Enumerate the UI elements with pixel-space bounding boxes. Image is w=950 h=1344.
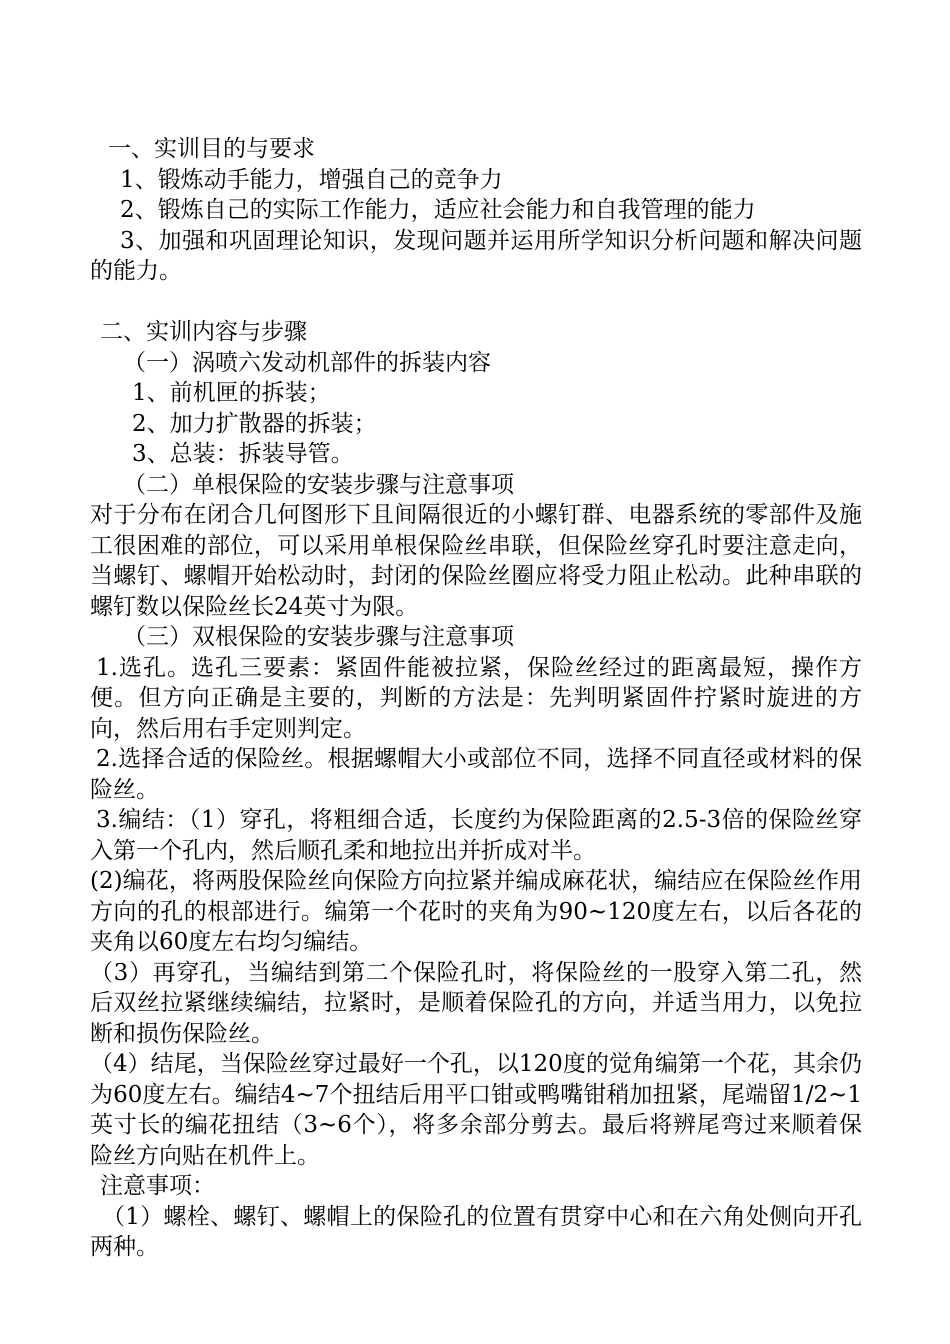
paragraph: （1）螺栓、螺钉、螺帽上的保险孔的位置有贯穿中心和在六角处侧向开孔两种。: [90, 1203, 862, 1260]
blank-line: [90, 287, 862, 318]
paragraph: 注意事项：: [100, 1173, 215, 1199]
document-body: [90, 134, 862, 1263]
paragraph: (2)编花，将两股保险丝向保险方向拉紧并编成麻花状，编结应在保险丝作用方向的孔的根部进行。编第一个花时的夹角为90~120度左右，以后各花的夹角以60度左右均匀编结。: [90, 868, 862, 955]
paragraph: 1.选孔。选孔三要素：紧固件能被拉紧，保险丝经过的距离最短，操作方便。但方向正确是主要的，判断的方法是：先判明紧固件拧紧时旋进的方向，然后用右手定则判定。: [90, 654, 862, 742]
paragraph: （3）再穿孔，当编结到第二个保险孔时，将保险丝的一股穿入第二孔，然后双丝拉紧继续编结，拉紧时，是顺着保险孔的方向，并适当用力，以免拉断和损伤保险丝。: [90, 959, 862, 1047]
paragraph: （二）单根保险的安装步骤与注意事项: [123, 471, 514, 498]
paragraph: 1、锻炼动手能力，增强自己的竞争力: [120, 166, 503, 193]
paragraph: 1、前机匣的拆装；: [132, 380, 331, 406]
paragraph: （三）双根保险的安装步骤与注意事项: [123, 624, 514, 650]
paragraph: 对于分布在闭合几何图形下且间隔很近的小螺钉群、电器系统的零部件及施工很困难的部位，可以采用单根保险丝串联，但保险丝穿孔时要注意走向，当螺钉、螺帽开始松动时，封闭的保险丝圈应将受力阻止松动。此种串联的螺钉数以保险丝长24英寸为限。: [90, 502, 862, 620]
paragraph: 3.编结：（1）穿孔，将粗细合适，长度约为保险距离的2.5-3倍的保险丝穿入第一个孔内，然后顺孔柔和地拉出并折成对半。: [90, 807, 862, 864]
paragraph: 3、加强和巩固理论知识，发现问题并运用所学知识分析问题和解决问题的能力。: [90, 227, 862, 284]
paragraph: （4）结尾，当保险丝穿过最好一个孔，以120度的觉角编第一个花，其余仍为60度左右。编结4~7个扭结后用平口钳或鸭嘴钳稍加扭紧，尾端留1/2~1英寸长的编花扭结（3~6个），将多余部分剪去。最后将辨尾弯过来顺着保险丝方向贴在机件上。: [90, 1051, 862, 1169]
paragraph: 2、锻炼自己的实际工作能力，适应社会能力和自我管理的能力: [120, 197, 756, 223]
paragraph: 2、加力扩散器的拆装；: [132, 410, 377, 437]
paragraph: 一、实训目的与要求: [108, 136, 315, 162]
paragraph: （一）涡喷六发动机部件的拆装内容: [123, 349, 491, 376]
paragraph: 二、实训内容与步骤: [100, 319, 307, 345]
paragraph: 3、总装：拆装导管。: [132, 441, 354, 467]
paragraph: 2.选择合适的保险丝。根据螺帽大小或部位不同，选择不同直径或材料的保险丝。: [90, 746, 862, 803]
